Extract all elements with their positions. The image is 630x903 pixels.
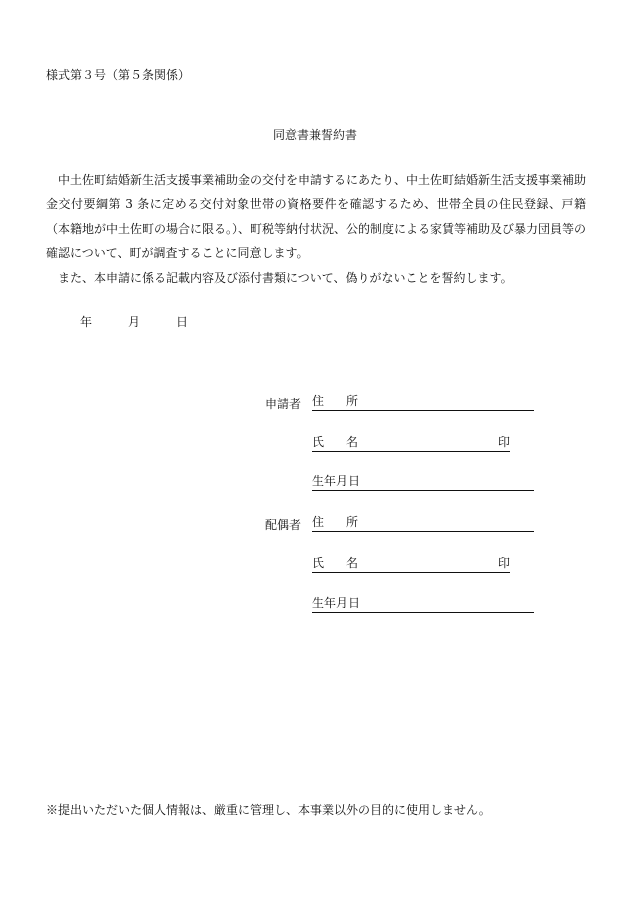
date-month-label: 月 [128, 315, 141, 329]
applicant-seal-mark: 印 [497, 435, 510, 449]
date-year-label: 年 [80, 315, 93, 329]
consent-body [46, 168, 586, 290]
applicant-birthdate-label: 生年月日 [312, 474, 361, 488]
spouse-address-label: 住所 [312, 515, 381, 529]
applicant-name-label: 氏名 [312, 435, 381, 449]
applicant-birthdate-field[interactable] [312, 474, 534, 491]
spouse-name-field[interactable] [312, 556, 510, 573]
date-day-label: 日 [176, 315, 189, 329]
applicant-address-field[interactable] [312, 394, 534, 411]
spouse-seal-mark: 印 [497, 556, 510, 570]
spouse-birthdate-label: 生年月日 [312, 596, 361, 610]
consent-paragraph: 中土佐町結婚新生活支援事業補助金の交付を申請するにあたり、中土佐町結婚新生活支援事業補助金交付要綱第 3 条に定める交付対象世帯の資格要件を確認するため、世帯全員の住民登録、戸籍（本籍地が中土佐町の場合に限る。）、町税等納付状況、公的制度による家賃等補助及び暴力団員等の確認について、町が調査することに同意します。 [46, 173, 587, 261]
spouse-role-label: 配偶者 [265, 518, 302, 532]
privacy-note: ※提出いただいた個人情報は、厳重に管理し、本事業以外の目的に使用しません。 [46, 803, 491, 817]
spouse-name-label: 氏名 [312, 556, 381, 570]
applicant-role-label: 申請者 [265, 397, 302, 411]
pledge-paragraph: また、本申請に係る記載内容及び添付書類について、偽りがないことを誓約します。 [58, 270, 513, 285]
applicant-address-label: 住所 [312, 394, 381, 408]
document-title: 同意書兼誓約書 [272, 128, 357, 142]
spouse-birthdate-field[interactable] [312, 596, 534, 613]
applicant-name-field[interactable] [312, 435, 510, 452]
form-number: 様式第３号（第５条関係） [46, 68, 191, 82]
spouse-address-field[interactable] [312, 515, 534, 532]
date-line [80, 313, 188, 330]
